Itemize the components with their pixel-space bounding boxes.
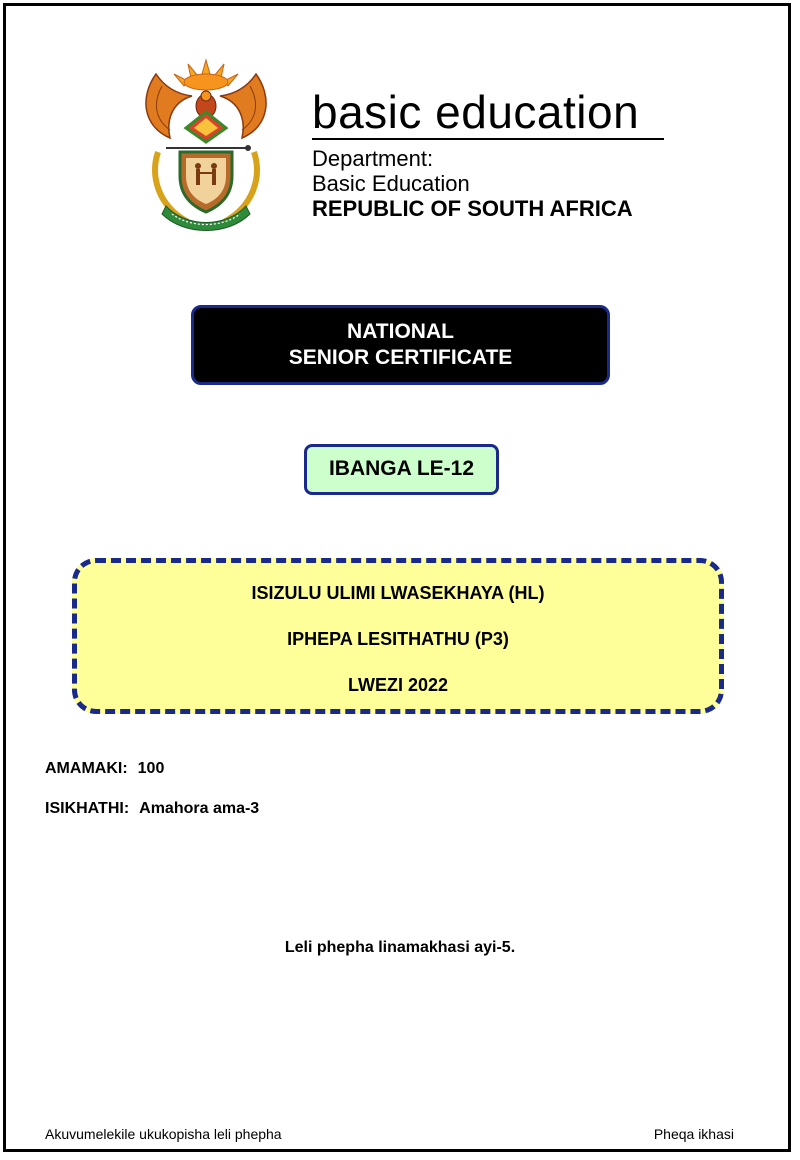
time-value: Amahora ama-3 [139, 800, 260, 817]
subject-title: ISIZULU ULIMI LWASEKHAYA (HL) [251, 583, 545, 603]
time-line [45, 800, 259, 818]
certificate-line-1: NATIONAL [347, 320, 454, 343]
department-label: Department: [312, 146, 434, 171]
time-label: ISIKHATHI: [45, 800, 130, 817]
brand-rule [312, 138, 664, 140]
paper-number: IPHEPA LESITHATHU (P3) [287, 629, 509, 649]
footer-copyright: Akuvumelekile ukukopisha leli phepha [45, 1126, 282, 1142]
footer-turn-page: Pheqa ikhasi [653, 1126, 734, 1142]
marks-line [45, 760, 164, 778]
exam-date: LWEZI 2022 [347, 675, 449, 695]
department-name: Basic Education [312, 171, 470, 196]
brand-title: basic education [312, 86, 640, 138]
page-count-note: Leli phepha linamakhasi ayi-5. [284, 939, 516, 956]
certificate-banner [191, 305, 610, 385]
marks-value: 100 [137, 760, 165, 777]
marks-label: AMAMAKI: [45, 760, 128, 777]
coat-of-arms-icon [136, 56, 276, 232]
certificate-line-2: SENIOR CERTIFICATE [288, 346, 513, 369]
subject-panel [72, 558, 724, 714]
country-name: REPUBLIC OF SOUTH AFRICA [312, 196, 633, 221]
grade-badge: IBANGA LE-12 [304, 444, 499, 495]
